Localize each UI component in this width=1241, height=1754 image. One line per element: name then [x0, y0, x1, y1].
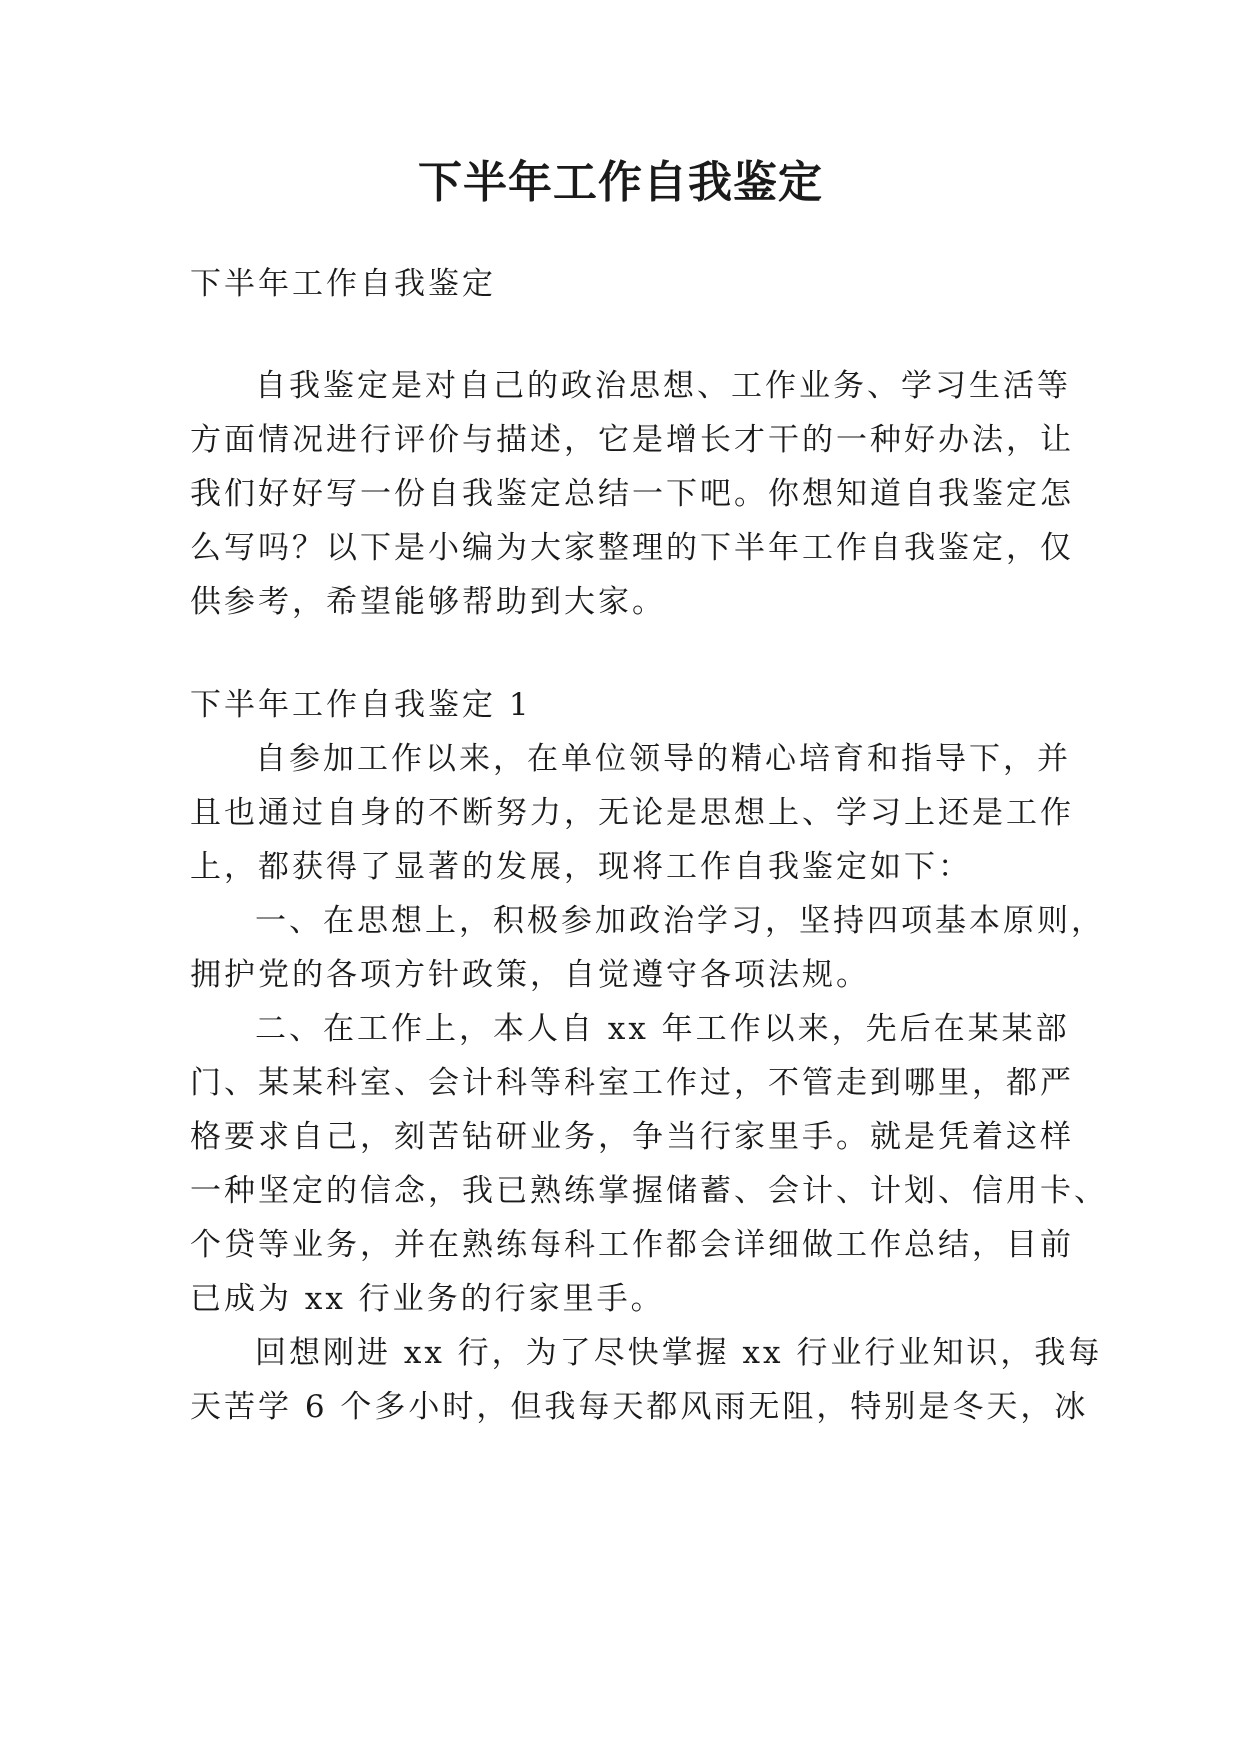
- subheading: 下半年工作自我鉴定: [190, 266, 496, 302]
- paragraph-line: 回想刚进 xx 行，为了尽快掌握 xx 行业行业知识，我每: [255, 1335, 1103, 1371]
- paragraph-line: 自参加工作以来，在单位领导的精心培育和指导下，并: [255, 741, 1071, 777]
- paragraph-line: 天苦学 6 个多小时，但我每天都风雨无阻，特别是冬天，冰: [190, 1389, 1089, 1425]
- paragraph-line: 一种坚定的信念，我已熟练掌握储蓄、会计、计划、信用卡、: [190, 1173, 1108, 1209]
- paragraph-line: 么写吗？以下是小编为大家整理的下半年工作自我鉴定，仅: [190, 530, 1074, 566]
- paragraph-line: 一、在思想上，积极参加政治学习，坚持四项基本原则，: [255, 903, 1105, 939]
- paragraph-line: 已成为 xx 行业务的行家里手。: [190, 1281, 665, 1317]
- paragraph-line: 我们好好写一份自我鉴定总结一下吧。你想知道自我鉴定怎: [190, 476, 1074, 512]
- paragraph-line: 上，都获得了显著的发展，现将工作自我鉴定如下：: [190, 849, 972, 885]
- paragraph-line: 且也通过自身的不断努力，无论是思想上、学习上还是工作: [190, 795, 1074, 831]
- paragraph-line: 个贷等业务，并在熟练每科工作都会详细做工作总结，目前: [190, 1227, 1074, 1263]
- document-title: 下半年工作自我鉴定: [418, 157, 823, 208]
- paragraph-line: 方面情况进行评价与描述，它是增长才干的一种好办法，让: [190, 422, 1074, 458]
- paragraph-line: 格要求自己，刻苦钻研业务，争当行家里手。就是凭着这样: [190, 1119, 1074, 1155]
- paragraph-line: 供参考，希望能够帮助到大家。: [190, 584, 666, 620]
- paragraph-line: 自我鉴定是对自己的政治思想、工作业务、学习生活等: [255, 368, 1071, 404]
- paragraph-line: 拥护党的各项方针政策，自觉遵守各项法规。: [190, 957, 870, 993]
- paragraph-line: 门、某某科室、会计科等科室工作过，不管走到哪里，都严: [190, 1065, 1074, 1101]
- paragraph-line: 二、在工作上，本人自 xx 年工作以来，先后在某某部: [255, 1011, 1070, 1047]
- section-heading: 下半年工作自我鉴定 1: [190, 687, 532, 723]
